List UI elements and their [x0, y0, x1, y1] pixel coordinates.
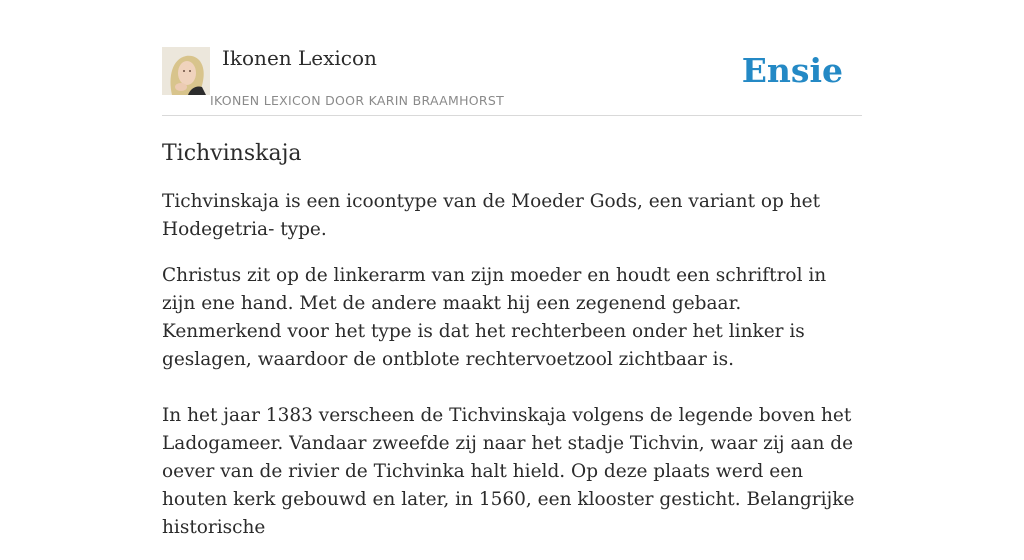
article-paragraph: Tichvinskaja is een icoontype van de Moeder Gods, een variant op het Hodegetria- type.	[162, 191, 821, 240]
ensie-logo[interactable]: Ensie	[741, 51, 843, 90]
author-name[interactable]: Ikonen Lexicon	[222, 46, 377, 70]
author-portrait-icon	[162, 47, 210, 95]
article-paragraph: Christus zit op de linkerarm van zijn moeder en houdt een schriftrol in zijn ene hand. Met de andere maakt hij een zegenend gebaar. Kenmerkend voor het type is dat het rechterbeen onder het linker is geslagen, waardoor de ontblote rechtervoetzool zichtbaar is.	[162, 265, 827, 370]
avatar[interactable]	[162, 47, 210, 95]
article-title: Tichvinskaja	[162, 141, 302, 166]
article-paragraph: In het jaar 1383 verscheen de Tichvinskaja volgens de legende boven het Ladogameer. Vandaar zweefde zij naar het stadje Tichvin, waar zij aan de oever van de rivier de Tichvinka halt hield. Op deze plaats werd een houten kerk gebouwd en later, in 1560, een klooster gesticht. Belangrijke historische	[162, 405, 855, 538]
lexicon-subtitle: IKONEN LEXICON DOOR KARIN BRAAMHORST	[210, 93, 505, 108]
page-header	[162, 45, 862, 116]
article	[162, 138, 862, 560]
